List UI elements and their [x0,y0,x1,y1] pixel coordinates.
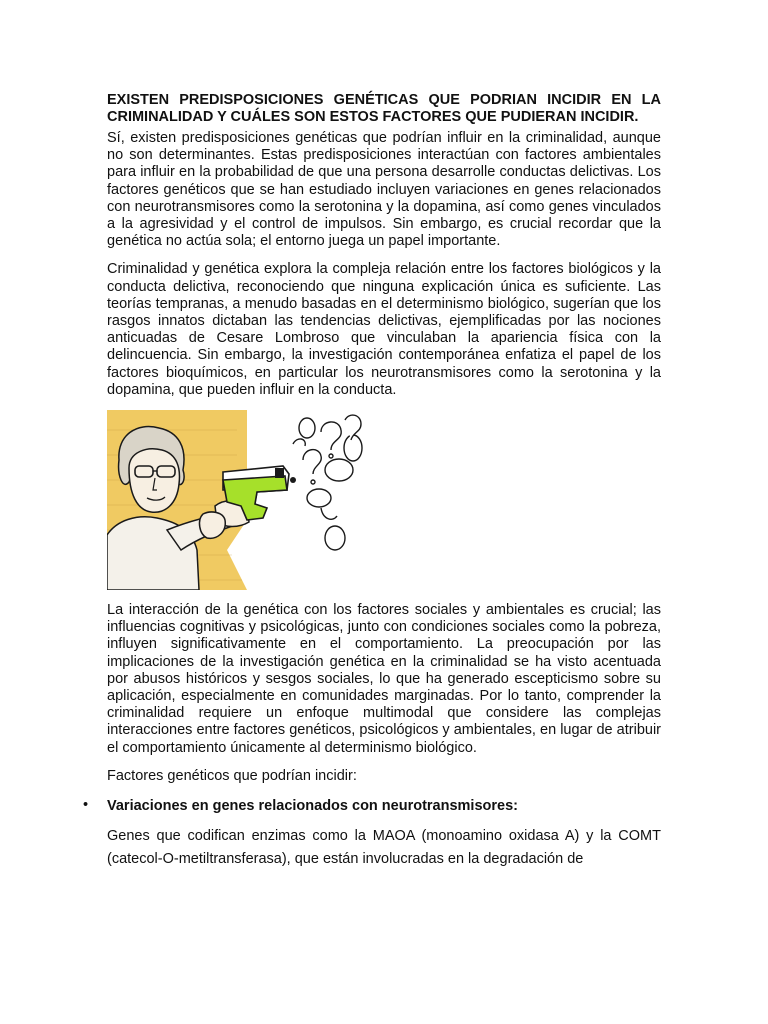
document-title: EXISTEN PREDISPOSICIONES GENÉTICAS QUE PODRIAN INCIDIR EN LA CRIMINALIDAD Y CUÁLES SON ESTOS FACTORES QUE PUDIERAN INCIDIR. [107,92,661,125]
bullet-body: Genes que codifican enzimas como la MAOA (monoamino oxidasa A) y la COMT (catecol-O-metiltransferasa), que están involucradas en la degradación de [107,828,661,868]
paragraph-2: Criminalidad y genética explora la compleja relación entre los factores biológicos y la conducta delictiva, reconociendo que ninguna explicación única es suficiente. Las teorías tempranas, a menudo basadas en el determinismo biológico, sugerían que los rasgos innatos dictaban las tendencias delictivas, ejemplificadas por las nociones anticuadas de Cesare Lombroso que vinculaban la apariencia física con la delincuencia. Sin embargo, la investigación contemporánea enfatiza el papel de los factores bioquímicos, en particular los neurotransmisores como la serotonina y la dopamina, que pueden influir en la conducta. [107,261,661,398]
bullet-item-neurotransmisores [83,797,661,815]
paragraph-1: Sí, existen predisposiciones genéticas que podrían influir en la criminalidad, aunque no son determinantes. Estas predisposiciones interactúan con factores ambientales para influir en la probabilidad de que una persona desarrolle conductas delictivas. Los factores genéticos que se han estudiado incluyen variaciones en genes relacionados con neurotransmisores como la serotonina y la dopamina, así como genes vinculados a la agresividad y el control de impulsos. Sin embargo, es crucial recordar que la genética no actúa sola; el entorno juega un papel importante. [107,130,661,250]
bullet-title: Variaciones en genes relacionados con neurotransmisores: [107,798,518,815]
factors-intro: Factores genéticos que podrían incidir: [107,767,357,784]
illustration-woman-with-green-pistol-icon [107,410,366,590]
document-page [83,92,661,871]
paragraph-3: La interacción de la genética con los factores sociales y ambientales es crucial; las influencias cognitivas y psicológicas, junto con condiciones sociales como la pobreza, influyen significativamente en el comportamiento. La preocupación por las implicaciones de la investigación genética en la criminalidad se ha visto acentuada por abusos históricos y sesgos sociales, lo que ha generado escepticismo sobre su aplicación, especialmente en comunidades marginadas. Por lo tanto, comprender la criminalidad requiere un enfoque multimodal que considere las complejas interacciones entre factores genéticos, psicológicos y ambientales, en lugar de atribuir el comportamiento únicamente al determinismo biológico. [107,602,661,756]
bullet-marker: • [83,797,89,814]
